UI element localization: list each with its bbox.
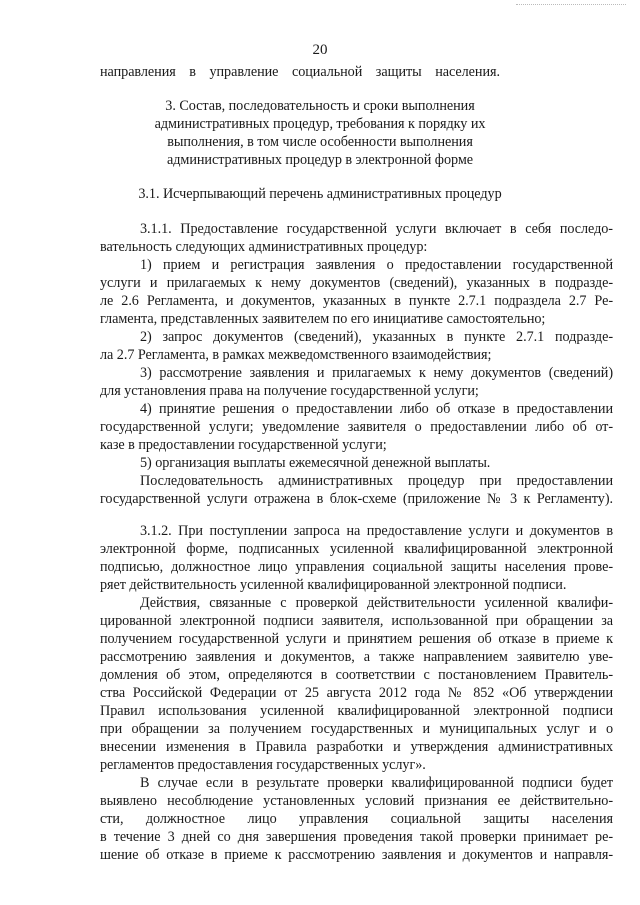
page-number: 20 <box>312 42 328 58</box>
text-line: услуги и прилагаемых к нему документов (сведений), указанных в подразде- <box>100 275 613 291</box>
text-line: электронной форме, подписанных усиленной квалифицированной электронной <box>100 541 613 557</box>
text-line: 3) рассмотрение заявления и прилагаемых к нему документов (сведений) <box>140 365 613 381</box>
text-line: Последовательность административных процедур при предоставлении <box>140 473 613 489</box>
section-heading-line: выполнения, в том числе особенности выполнения <box>167 134 473 150</box>
text-line: государственной услуги; уведомление заявителя о предоставлении либо об от- <box>100 419 613 435</box>
section-heading-line: административных процедур, требования к порядку их <box>154 116 486 132</box>
text-line: ле 2.6 Регламента, и документов, указанных в пункте 2.7.1 подраздела 2.7 Ре- <box>100 293 613 309</box>
text-line: 3.1.1. Предоставление государственной услуги включает в себя последо- <box>140 221 613 237</box>
text-line: вательность следующих административных процедур: <box>100 239 428 255</box>
text-line: выявлено несоблюдение установленных условий признания ее действительно- <box>100 793 613 809</box>
text-line: для установления права на получение государственной услуги; <box>100 383 479 399</box>
text-line: направления в управление социальной защиты населения. <box>100 64 500 80</box>
text-line: регламентов предоставления государственных услуг». <box>100 757 426 773</box>
text-line: домления об этом, определяются в соответствии с постановлением Правитель- <box>100 667 613 683</box>
text-line: в течение 3 дней со дня завершения проведения такой проверки принимает ре- <box>100 829 613 845</box>
text-line: ряет действительность усиленной квалифицированной электронной подписи. <box>100 577 567 593</box>
text-line: 3.1.2. При поступлении запроса на предоставление услуги и документов в <box>140 523 613 539</box>
text-line: при обращении за получением государственных и муниципальных услуг и о <box>100 721 613 737</box>
text-line: ла 2.7 Регламента, в рамках межведомственного взаимодействия; <box>100 347 492 363</box>
text-line: сти, должностное лицо управления социальной защиты населения <box>100 811 613 827</box>
text-line: 4) принятие решения о предоставлении либо об отказе в предоставлении <box>140 401 613 417</box>
section-heading-line: 3. Состав, последовательность и сроки выполнения <box>165 98 475 114</box>
text-line: Правил использования усиленной квалифицированной электронной подписи <box>100 703 613 719</box>
subsection-heading: 3.1. Исчерпывающий перечень административных процедур <box>138 186 502 202</box>
text-line: внесении изменения в Правила разработки и утверждения административных <box>100 739 613 755</box>
text-line: 5) организация выплаты ежемесячной денежной выплаты. <box>140 455 491 471</box>
text-line: Действия, связанные с проверкой действительности усиленной квалифи- <box>140 595 613 611</box>
section-heading-line: административных процедур в электронной форме <box>167 152 473 168</box>
text-line: В случае если в результате проверки квалифицированной подписи будет <box>140 775 613 791</box>
text-line: ства Российской Федерации от 25 августа 2012 года № 852 «Об утверждении <box>100 685 613 701</box>
text-line: гламента, представленных заявителем по его инициативе самостоятельно; <box>100 311 546 327</box>
text-line: 1) прием и регистрация заявления о предоставлении государственной <box>140 257 613 273</box>
text-line: государственной услуги отражена в блок-схеме (приложение № 3 к Регламенту). <box>100 491 613 507</box>
text-line: шение об отказе в приеме к рассмотрению заявления и документов и направля- <box>100 847 613 863</box>
text-line: рассмотрению заявления и документов, а также направлением заявителю уве- <box>100 649 613 665</box>
text-line: получением государственной услуги и принятием решения об отказе в приеме к <box>100 631 613 647</box>
text-line: 2) запрос документов (сведений), указанных в пункте 2.7.1 подразде- <box>140 329 613 345</box>
text-line: цированной электронной подписи заявителя, использованной при обращении за <box>100 613 613 629</box>
text-line: казе в предоставлении государственной услуги; <box>100 437 387 453</box>
text-line: подписью, должностное лицо управления социальной защиты населения прове- <box>100 559 613 575</box>
scan-edge-mark <box>516 4 626 7</box>
